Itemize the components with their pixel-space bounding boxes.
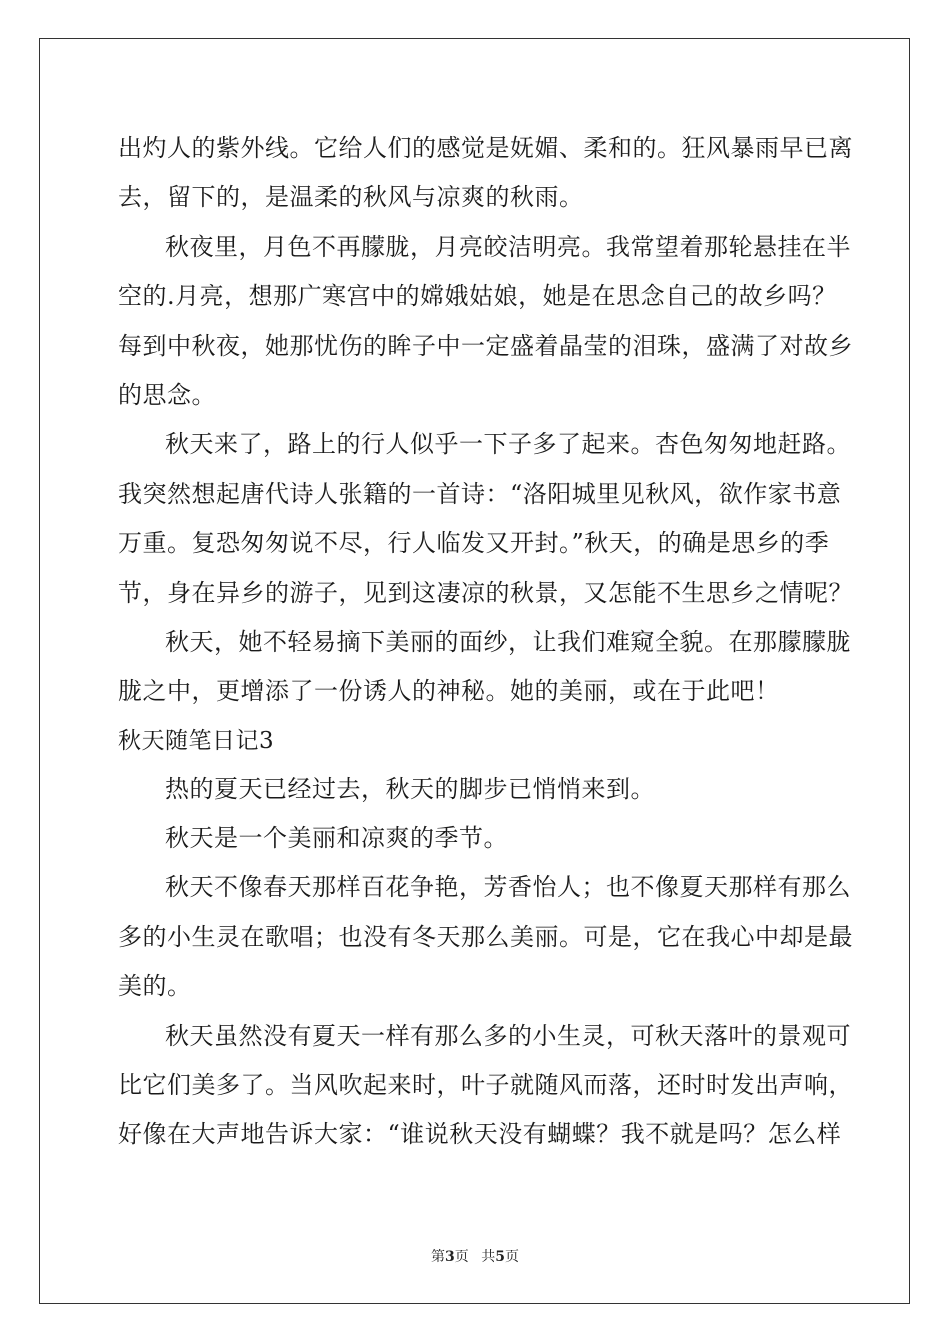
- text-line: 热的夏天已经过去，秋天的脚步已悄悄来到。: [165, 774, 655, 803]
- text-line: 美的。: [118, 972, 192, 1001]
- total-pages-indicator: 共5页: [481, 1249, 519, 1265]
- text-line: 秋天来了，路上的行人似乎一下子多了起来。杏色匆匆地赶路。: [165, 430, 851, 459]
- text-line: 秋天虽然没有夏天一样有那么多的小生灵，可秋天落叶的景观可: [165, 1021, 851, 1050]
- text-line: 秋夜里，月色不再朦胧，月亮皎洁明亮。我常望着那轮悬挂在半: [165, 232, 851, 261]
- text-line: 去，留下的，是温柔的秋风与凉爽的秋雨。: [118, 183, 584, 212]
- text-line: 节，身在异乡的游子，见到这凄凉的秋景，又怎能不生思乡之情呢？: [118, 578, 853, 607]
- text-line: 秋天不像春天那样百花争艳，芳香怡人；也不像夏天那样有那么: [165, 873, 851, 902]
- text-line: 胧之中，更增添了一份诱人的神秘。她的美丽，或在于此吧！: [118, 677, 780, 706]
- text-line: 多的小生灵在歌唱；也没有冬天那么美丽。可是，它在我心中却是最: [118, 922, 853, 951]
- section-heading: 秋天随笔日记3: [118, 727, 275, 754]
- text-line: 每到中秋夜，她那忧伤的眸子中一定盛着晶莹的泪珠，盛满了对故乡: [118, 331, 853, 360]
- text-line: 比它们美多了。当风吹起来时，叶子就随风而落，还时时发出声响，: [118, 1071, 853, 1100]
- text-line: 我突然想起唐代诗人张籍的一首诗：“洛阳城里见秋风，欲作家书意: [118, 479, 842, 508]
- text-line: 出灼人的紫外线。它给人们的感觉是妩媚、柔和的。狂风暴雨早已离: [118, 134, 853, 162]
- text-line: 的思念。: [118, 380, 216, 409]
- page-indicator: 第3页: [431, 1249, 469, 1265]
- text-line: 秋天，她不轻易摘下美丽的面纱，让我们难窥全貌。在那朦朦胧: [165, 627, 851, 656]
- text-line: 万重。复恐匆匆说不尽，行人临发又开封。”秋天，的确是思乡的季: [118, 529, 830, 558]
- text-line: 空的.月亮，想那广寒宫中的嫦娥姑娘，她是在思念自己的故乡吗？: [118, 282, 837, 311]
- text-line: 好像在大声地告诉大家：“谁说秋天没有蝴蝶？我不就是吗？怎么样: [118, 1120, 842, 1149]
- text-line: 秋天是一个美丽和凉爽的季节。: [165, 824, 508, 853]
- page-footer: [0, 1246, 950, 1266]
- document-body: [118, 128, 853, 1164]
